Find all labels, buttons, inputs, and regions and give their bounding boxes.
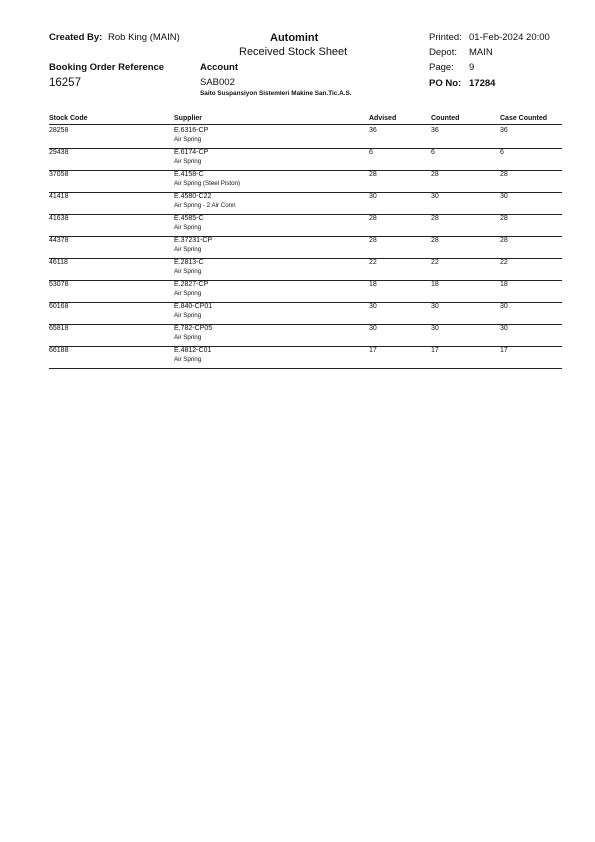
account-code: SAB002 — [200, 77, 235, 88]
created-by-value: Rob King (MAIN) — [108, 32, 180, 43]
counted-qty: 6 — [431, 149, 435, 156]
supplier-ref: E.6316-CP — [174, 127, 209, 134]
advised-qty: 6 — [369, 149, 373, 156]
stock-code: 41418 — [49, 193, 69, 200]
case-counted-qty: 28 — [500, 237, 508, 244]
depot-label: Depot: — [429, 47, 457, 58]
item-description: Air Spring — [174, 268, 202, 275]
advised-qty: 36 — [369, 127, 377, 134]
supplier-ref: E.4158-C — [174, 171, 204, 178]
case-counted-qty: 17 — [500, 347, 508, 354]
counted-qty: 28 — [431, 215, 439, 222]
table-row — [49, 324, 562, 347]
stock-code: 66188 — [49, 347, 69, 354]
page-label: Page: — [429, 62, 454, 73]
depot-value: MAIN — [469, 47, 493, 58]
case-counted-qty: 6 — [500, 149, 504, 156]
booking-ref-value: 16257 — [49, 77, 81, 89]
stock-code: 37058 — [49, 171, 69, 178]
printed-value: 01-Feb-2024 20:00 — [469, 32, 550, 43]
table-row — [49, 280, 562, 303]
company-title: Automint — [270, 32, 319, 44]
supplier-ref: E.37231-CP — [174, 237, 213, 244]
table-row — [49, 148, 562, 171]
table-row — [49, 236, 562, 259]
item-description: Air Spring - 2 Air Conn — [174, 202, 236, 209]
item-description: Air Spring (Steel Piston) — [174, 180, 241, 187]
stock-code: 65818 — [49, 325, 69, 332]
table-row — [49, 192, 562, 215]
header-divider — [49, 124, 562, 125]
booking-ref-label: Booking Order Reference — [49, 62, 165, 73]
advised-qty: 22 — [369, 259, 377, 266]
supplier-ref: E.840-CP01 — [174, 303, 213, 310]
po-value: 17284 — [469, 78, 496, 89]
case-counted-qty: 30 — [500, 193, 508, 200]
account-label: Account — [200, 62, 238, 73]
case-counted-qty: 28 — [500, 215, 508, 222]
item-description: Air Spring — [174, 334, 202, 341]
counted-qty: 17 — [431, 347, 439, 354]
counted-qty: 36 — [431, 127, 439, 134]
table-row — [49, 302, 562, 325]
case-counted-qty: 22 — [500, 259, 508, 266]
stock-code: 28258 — [49, 127, 69, 134]
advised-qty: 18 — [369, 281, 377, 288]
item-description: Air Spring — [174, 136, 202, 143]
advised-qty: 30 — [369, 303, 377, 310]
table-row — [49, 214, 562, 237]
created-by-label: Created By: — [49, 32, 103, 43]
item-description: Air Spring — [174, 290, 202, 297]
counted-qty: 22 — [431, 259, 439, 266]
stock-code: 53078 — [49, 281, 69, 288]
account-name: Saito Suspansiyon Sistemleri Makine San.Tic.A.S. — [200, 90, 352, 97]
col-counted: Counted — [431, 115, 460, 122]
item-description: Air Spring — [174, 312, 202, 319]
advised-qty: 28 — [369, 237, 377, 244]
supplier-ref: E.2813-C — [174, 259, 204, 266]
advised-qty: 30 — [369, 325, 377, 332]
col-advised: Advised — [369, 115, 397, 122]
po-label: PO No: — [429, 78, 462, 89]
advised-qty: 28 — [369, 171, 377, 178]
counted-qty: 30 — [431, 303, 439, 310]
supplier-ref: E.2827-CP — [174, 281, 209, 288]
item-description: Air Spring — [174, 356, 202, 363]
counted-qty: 30 — [431, 193, 439, 200]
stock-code: 46118 — [49, 259, 68, 266]
col-stock-code: Stock Code — [49, 115, 88, 122]
case-counted-qty: 30 — [500, 325, 508, 332]
stock-code: 41638 — [49, 215, 69, 222]
counted-qty: 28 — [431, 171, 439, 178]
supplier-ref: E.6174-CP — [174, 149, 209, 156]
advised-qty: 28 — [369, 215, 377, 222]
case-counted-qty: 18 — [500, 281, 508, 288]
stock-code: 60168 — [49, 303, 69, 310]
stock-code: 29438 — [49, 149, 69, 156]
case-counted-qty: 36 — [500, 127, 508, 134]
item-description: Air Spring — [174, 158, 202, 165]
document-subtitle: Received Stock Sheet — [239, 46, 348, 58]
table-row — [49, 346, 562, 369]
item-description: Air Spring — [174, 246, 202, 253]
advised-qty: 17 — [369, 347, 377, 354]
col-supplier: Supplier — [174, 115, 203, 122]
printed-label: Printed: — [429, 32, 462, 43]
counted-qty: 18 — [431, 281, 439, 288]
case-counted-qty: 30 — [500, 303, 508, 310]
stock-code: 44378 — [49, 237, 69, 244]
case-counted-qty: 28 — [500, 171, 508, 178]
supplier-ref: E.4812-C01 — [174, 347, 212, 354]
counted-qty: 28 — [431, 237, 439, 244]
item-description: Air Spring — [174, 224, 202, 231]
supplier-ref: E.4580-C22 — [174, 193, 212, 200]
table-row — [49, 126, 562, 149]
table-row — [49, 170, 562, 193]
table-row — [49, 258, 562, 281]
advised-qty: 30 — [369, 193, 377, 200]
col-case-counted: Case Counted — [500, 115, 548, 122]
supplier-ref: E.4585-C — [174, 215, 204, 222]
counted-qty: 30 — [431, 325, 439, 332]
supplier-ref: E.782-CP05 — [174, 325, 213, 332]
page-value: 9 — [469, 62, 475, 73]
